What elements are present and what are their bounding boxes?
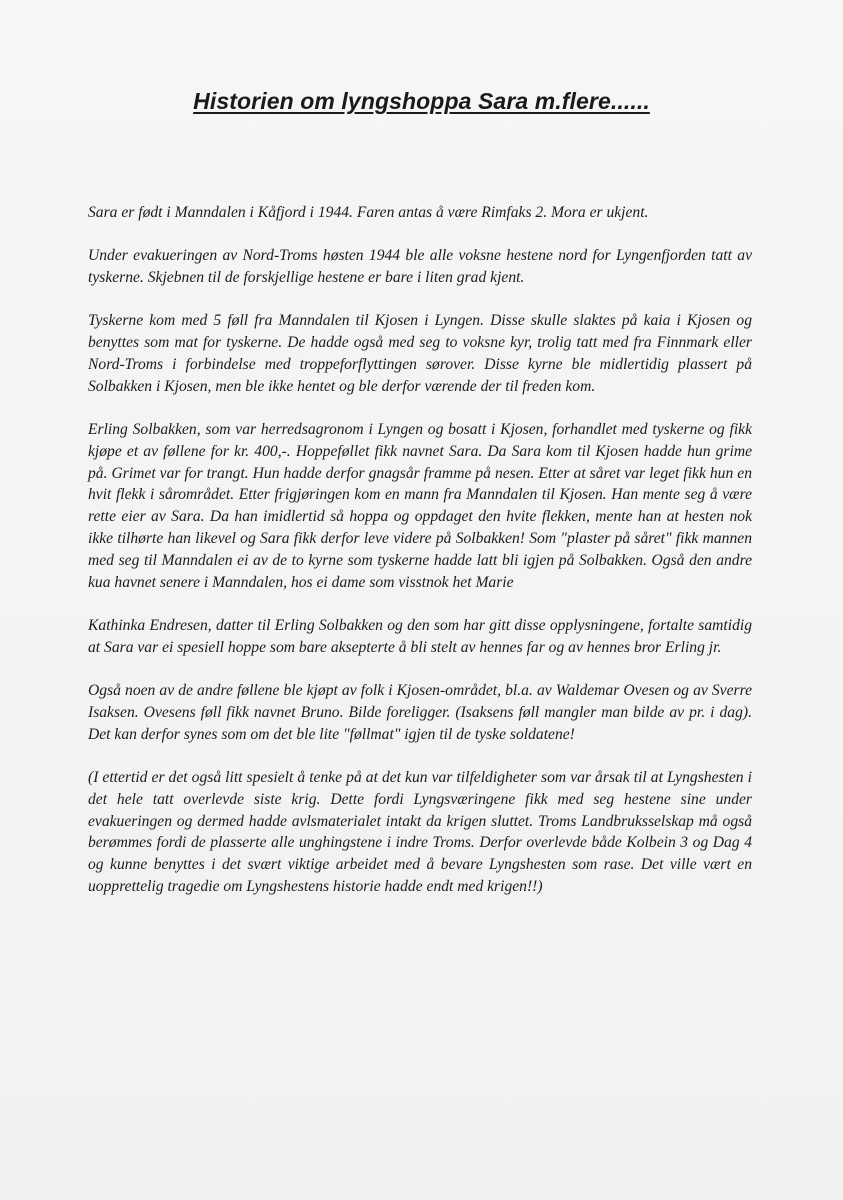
paragraph-birth: Sara er født i Manndalen i Kåfjord i 1944. Faren antas å være Rimfaks 2. Mora er ukjent.: [88, 204, 649, 221]
paragraph-erling-solbakken: Erling Solbakken, som var herredsagronom i Lyngen og bosatt i Kjosen, forhandlet med tyskerne og fikk kjøpe et av føllene for kr. 400,-. Hoppeføllet fikk navnet Sara. Da Sara kom til Kjosen hadde hun grime på. Grimet var for trangt. Hun hadde derfor gnagsår framme på nesen. Etter at såret var leget fikk hun en hvit flekk i sårområdet. Etter frigjøringen kom en mann fra Manndalen til Kjosen. Han mente seg å være rette eier av Sara. Da han imidlertid så hoppa og oppdaget den hvite flekken, mente han at hesten nok ikke tilhørte han likevel og Sara fikk derfor leve videre på Solbakken! Som "plaster på såret" fikk mannen med seg til Manndalen ei av de to kyrne som tyskerne hadde latt bli igjen på Solbakken. Også den andre kua havnet senere i Manndalen, hos ei dame som visstnok het Marie: [88, 421, 752, 591]
paragraph-evacuation: Under evakueringen av Nord-Troms høsten 1944 ble alle voksne hestene nord for Lyngenfjorden tatt av tyskerne. Skjebnen til de forskjellige hestene er bare i liten grad kjent.: [88, 247, 752, 287]
paragraph-kathinka-endresen: Kathinka Endresen, datter til Erling Solbakken og den som har gitt disse opplysningene, fortalte samtidig at Sara var ei spesiell hoppe som bare aksepterte å bli stelt av hennes far og av hennes bror Erling jr.: [88, 616, 752, 656]
paragraph-other-foals: Også noen av de andre føllene ble kjøpt av folk i Kjosen-området, bl.a. av Waldemar Ovesen og av Sverre Isaksen. Ovesens føll fikk navnet Bruno. Bilde foreligger. (Isaksens føll mangler man bilde av pr. i dag). Det kan derfor synes som om det ble lite "føllmat" igjen til de tyske soldatene!: [88, 682, 752, 743]
paragraph-foals: Tyskerne kom med 5 føll fra Manndalen til Kjosen i Lyngen. Disse skulle slaktes på kaia i Kjosen og benyttes som mat for tyskerne. De hadde også med seg to voksne kyr, trolig tatt med fra Finnmark eller Nord-Troms i forbindelse med troppeforflyttingen sørover. Disse kyrne ble midlertidig plassert på Solbakken i Kjosen, men ble ikke hentet og ble derfor værende der til freden kom.: [88, 312, 752, 395]
document-body: [88, 202, 752, 898]
page-title: Historien om lyngshoppa Sara m.flere......: [193, 88, 650, 114]
bleed-through-mark: [350, 1060, 510, 1082]
paragraph-afterthought: (I ettertid er det også litt spesielt å tenke på at det kun var tilfeldigheter som var årsak til at Lyngshesten i det hele tatt overlevde siste krig. Dette fordi Lyngsværingene fikk med seg hestene sine under evakueringen og dermed hadde avlsmaterialet intakt da krigen sluttet. Troms Landbruksselskap må også berømmes fordi de plasserte alle unghingstene i indre Troms. Derfor overlevde både Kolbein 3 og Dag 4 og kunne benyttes i det svært viktige arbeidet med å bevare Lyngshesten som rase. Det ville vært en uopprettelig tragedie om Lyngshestens historie hadde endt med krigen!!): [88, 768, 752, 895]
